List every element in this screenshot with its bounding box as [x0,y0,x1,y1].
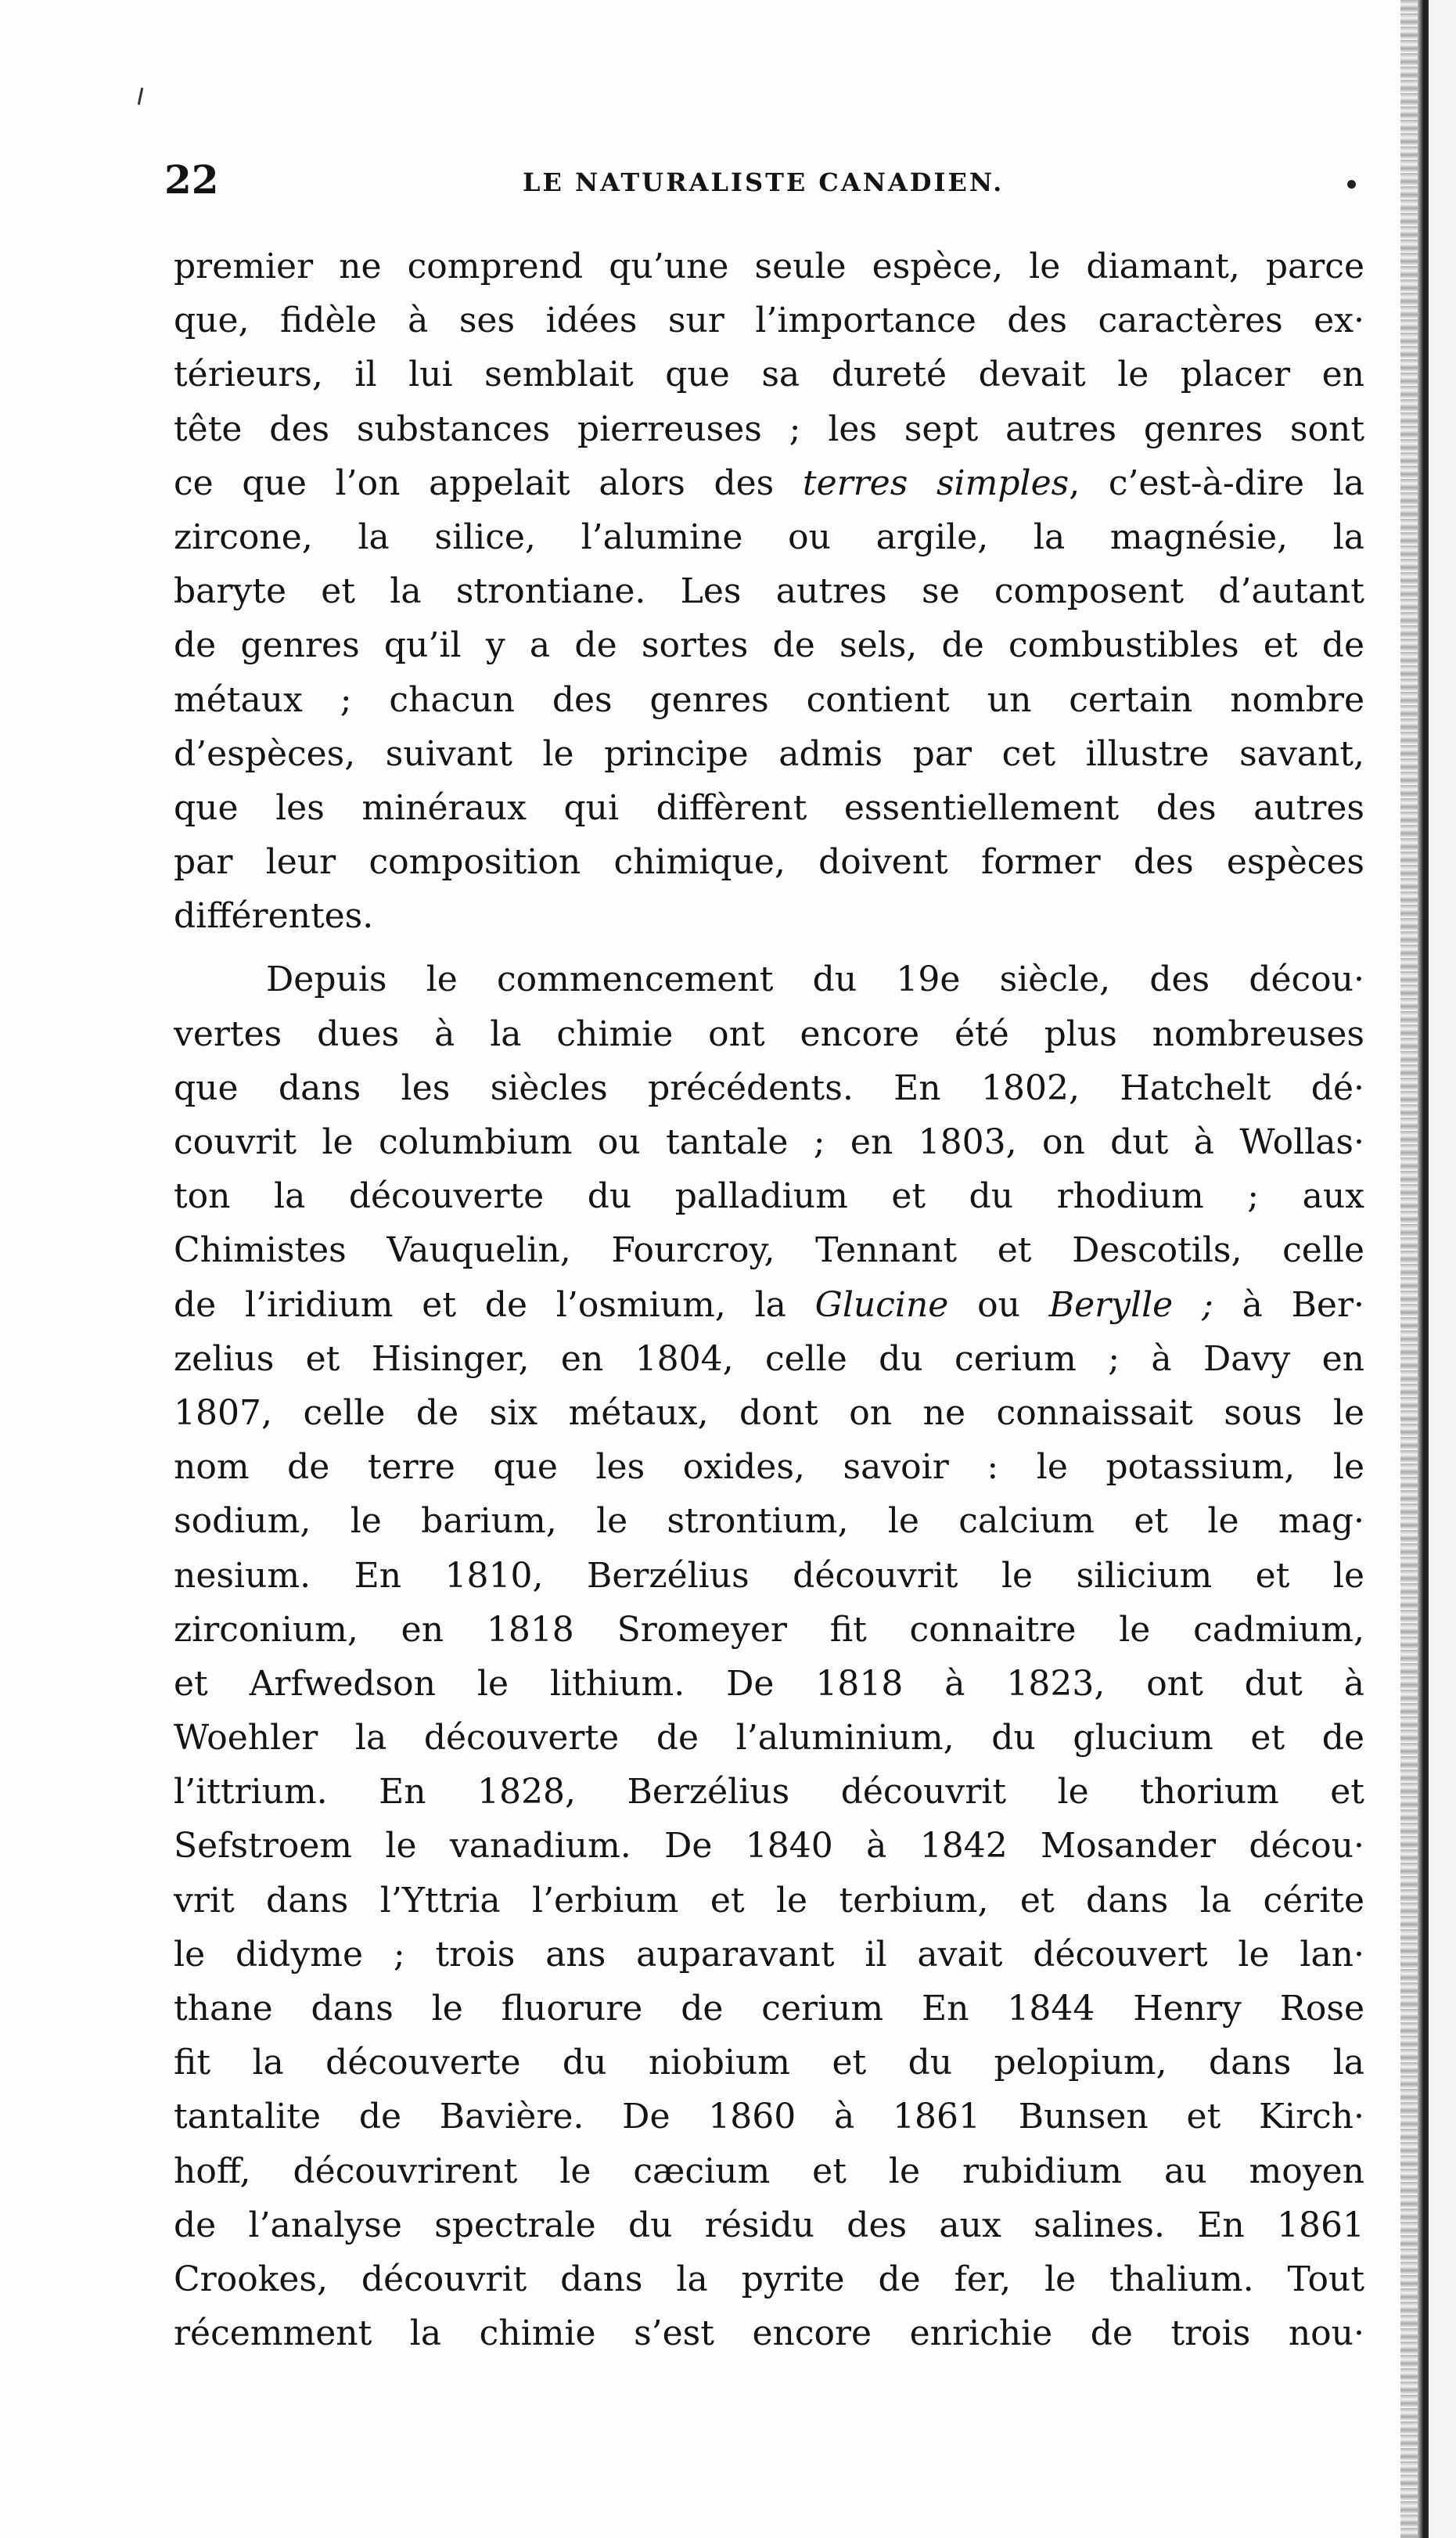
text-line: zirconium, en 1818 Sromeyer fit connaitre le cadmium, [174,1609,1364,1650]
text-line: Depuis le commencement du 19e siècle, des décou· [266,959,1364,1000]
page-binding-edge [1400,0,1456,2538]
scan-margin [1429,0,1456,2538]
text-line [174,456,1364,510]
text-line: Sefstroem le vanadium. De 1840 à 1842 Mosander décou· [174,1826,1364,1867]
text-segment: ce que l’on appelait alors des [174,463,803,503]
text-line: métaux ; chacun des genres contient un certain nombre [174,679,1364,720]
text-line: que, fidèle à ses idées sur l’importance des caractères ex· [174,301,1364,341]
text-line: Crookes, découvrit dans la pyrite de fer, le thalium. Tout [174,2259,1364,2299]
text-line: baryte et la strontiane. Les autres se composent d’autant [174,571,1364,612]
text-line: premier ne comprend qu’une seule espèce, le diamant, parce [174,247,1364,286]
stray-ink-mark [138,88,144,105]
text-line: par leur composition chimique, doivent former des espèces [174,842,1364,883]
text-line: l’ittrium. En 1828, Berzélius découvrit le thorium et [174,1772,1364,1813]
text-line: vrit dans l’Yttria l’erbium et le terbium, et dans la cérite [174,1880,1364,1921]
text-line: ton la découverte du palladium et du rhodium ; aux [174,1176,1364,1217]
text-line: récemment la chimie s’est encore enrichie de trois nou· [174,2313,1364,2354]
header-ornament-dot [1347,180,1356,189]
text-line: sodium, le barium, le strontium, le calcium et le mag· [174,1501,1364,1542]
text-line: Chimistes Vauquelin, Fourcroy, Tennant et Descotils, celle [174,1230,1364,1271]
text-segment: à Ber· [1213,1284,1364,1325]
text-line: tantalite de Bavière. De 1860 à 1861 Bunsen et Kirch· [174,2097,1364,2137]
text-line: le didyme ; trois ans auparavant il avait découvert le lan· [174,1934,1364,1975]
text-line: différentes. [174,896,374,937]
text-line: nom de terre que les oxides, savoir : le potassium, le [174,1447,1364,1488]
text-line: nesium. En 1810, Berzélius découvrit le silicium et le [174,1555,1364,1596]
text-line: vertes dues à la chimie ont encore été plus nombreuses [174,1013,1364,1054]
text-line: que dans les siècles précédents. En 1802, Hatchelt dé· [174,1067,1364,1108]
text-line: hoff, découvrirent le cæcium et le rubidium au moyen [174,2151,1364,2191]
text-line: couvrit le columbium ou tantale ; en 1803, on dut à Wollas· [174,1122,1364,1162]
text-line: et Arfwedson le lithium. De 1818 à 1823, ont dut à [174,1663,1364,1704]
running-title: LE NATURALISTE CANADIEN. [523,167,1005,197]
text-line: que les minéraux qui diffèrent essentiellement des autres [174,787,1364,828]
page-number: 22 [164,157,219,203]
text-segment: ou [948,1284,1049,1325]
text-line [174,1278,1364,1332]
binding-fringe [1400,0,1419,2538]
text-line: térieurs, il lui semblait que sa dureté devait le placer en [174,355,1364,395]
text-line: d’espèces, suivant le principe admis par cet illustre savant, [174,733,1364,774]
paragraph [174,952,1364,2360]
binding-shadow [1418,0,1429,2538]
text-line: thane dans le fluorure de cerium En 1844 Henry Rose [174,1989,1364,2029]
text-line: 1807, celle de six métaux, dont on ne connaissait sous le [174,1392,1364,1433]
paragraph [174,239,1364,943]
text-line: de l’analyse spectrale du résidu des aux salines. En 1861 [174,2205,1364,2245]
italic-term: terres simples [802,463,1070,503]
italic-term: Berylle ; [1048,1284,1213,1325]
text-line: de genres qu’il y a de sortes de sels, de combustibles et de [174,625,1364,666]
text-segment: de l’iridium et de l’osmium, la [174,1284,815,1325]
body-text [174,239,1364,2360]
text-line: tête des substances pierreuses ; les sept autres genres sont [174,409,1364,449]
text-segment: , c’est-à-dire la [1069,463,1364,503]
paragraph-gap [174,943,1364,952]
text-line: fit la découverte du niobium et du pelopium, dans la [174,2043,1364,2083]
page-header [164,157,1354,211]
text-line: Woehler la découverte de l’aluminium, du glucium et de [174,1718,1364,1759]
text-line: zircone, la silice, l’alumine ou argile, la magnésie, la [174,517,1364,557]
italic-term: Glucine [814,1284,949,1325]
text-line: zelius et Hisinger, en 1804, celle du cerium ; à Davy en [174,1338,1364,1379]
